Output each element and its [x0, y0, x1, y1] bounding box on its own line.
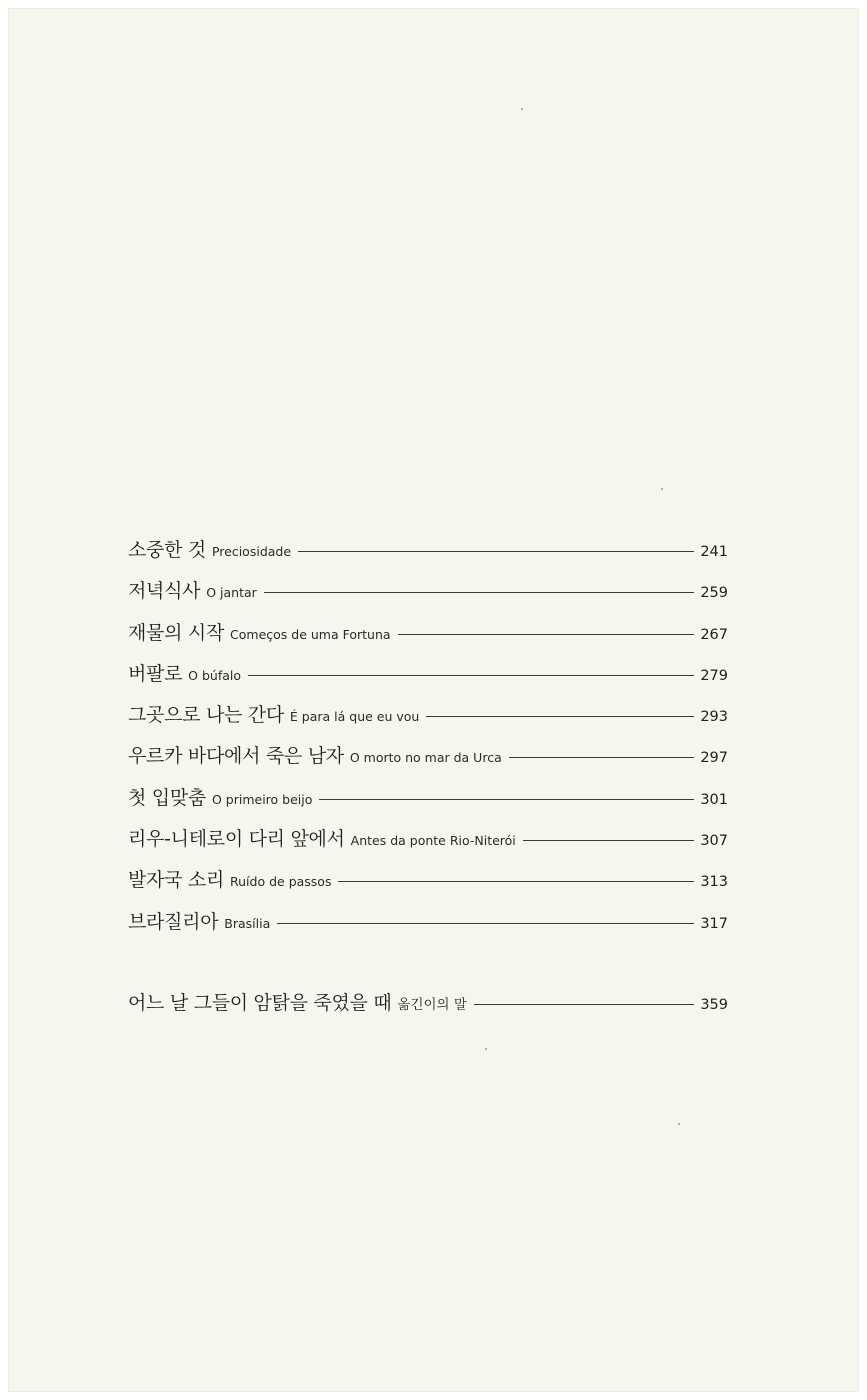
toc-leader-line [474, 1004, 694, 1005]
paper-speck [521, 108, 523, 110]
toc-entry [128, 535, 728, 576]
toc-leader-line [264, 592, 694, 593]
toc-entry-page: 359 [700, 997, 728, 1013]
toc-entry-subtitle: O búfalo [188, 667, 242, 683]
paper-speck [678, 1123, 680, 1125]
toc-entry-page: 267 [700, 626, 728, 643]
toc-entry-subtitle: Começos de uma Fortuna [230, 626, 391, 642]
toc-entry-page: 259 [700, 585, 728, 602]
toc-leader-line [248, 675, 694, 676]
toc-entry-subtitle: O primeiro beijo [211, 791, 313, 807]
toc-entry-title: 첫 입맞춤 [128, 786, 206, 809]
toc-leader-line [398, 634, 694, 635]
paper-speck [661, 488, 663, 490]
toc-entry [128, 700, 728, 741]
toc-entry [128, 783, 728, 824]
toc-entry-subtitle: Preciosidade [211, 544, 292, 559]
toc-leader-line [298, 551, 694, 552]
toc-entry [128, 824, 728, 865]
toc-leader-line [338, 881, 694, 882]
toc-entry-subtitle: 옮긴이의 말 [397, 997, 467, 1013]
toc-entry [128, 865, 728, 906]
toc-entry [128, 576, 728, 617]
toc-entry [128, 659, 728, 700]
toc-entry-title: 어느 날 그들이 암탉을 죽였을 때 [128, 992, 392, 1014]
toc-entry-afterword [128, 988, 728, 1029]
toc-entry-page: 241 [700, 544, 728, 560]
toc-entry-title: 브라질리아 [128, 910, 219, 933]
toc-entry-page: 307 [700, 833, 728, 850]
toc-entry-title: 버팔로 [128, 662, 183, 685]
toc-entry-subtitle: Ruído de passos [230, 874, 332, 890]
toc-leader-line [523, 840, 694, 841]
toc-entry [128, 741, 728, 782]
toc-entry-title: 저녁식사 [128, 580, 201, 603]
toc-entry [128, 618, 728, 659]
toc-leader-line [319, 799, 694, 800]
book-page [8, 8, 859, 1392]
toc-entry [128, 907, 728, 948]
toc-entry-title: 발자국 소리 [128, 869, 225, 892]
toc-entry-page: 279 [700, 667, 728, 684]
paper-speck [485, 1048, 487, 1050]
toc-entry-title: 재물의 시작 [128, 621, 225, 644]
toc-entry-subtitle: Brasília [224, 915, 271, 931]
table-of-contents [128, 535, 728, 948]
toc-entry-page: 301 [700, 791, 728, 808]
toc-entry-title: 리우-니테로이 다리 앞에서 [128, 828, 345, 851]
toc-entry-subtitle: O jantar [206, 585, 257, 601]
toc-afterword-section [128, 988, 728, 1029]
toc-entry-page: 313 [700, 874, 728, 891]
toc-entry-page: 293 [700, 709, 728, 726]
toc-entry-title: 그곳으로 나는 간다 [128, 704, 284, 727]
toc-entry-subtitle: Antes da ponte Rio-Niterói [350, 833, 516, 849]
toc-leader-line [277, 923, 694, 924]
toc-entry-title: 우르카 바다에서 죽은 남자 [128, 745, 344, 768]
toc-entry-subtitle: É para lá que eu vou [289, 709, 420, 725]
toc-entry-title: 소중한 것 [128, 539, 206, 561]
toc-entry-page: 297 [700, 750, 728, 767]
toc-leader-line [509, 757, 694, 758]
toc-entry-page: 317 [700, 915, 728, 932]
toc-entry-subtitle: O morto no mar da Urca [349, 750, 502, 766]
toc-leader-line [426, 716, 694, 717]
